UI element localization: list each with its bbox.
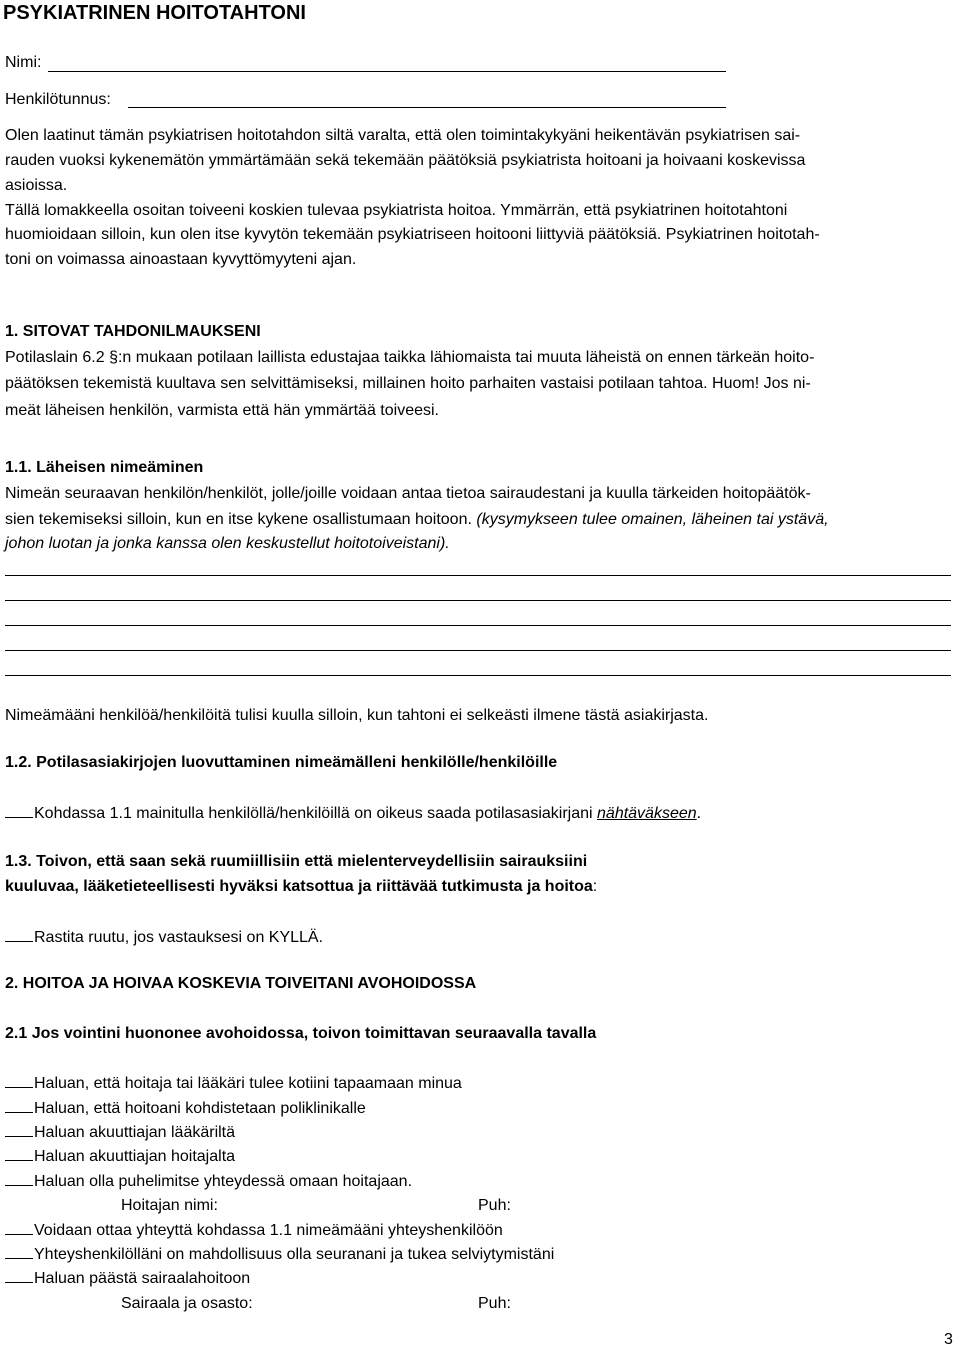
check-blank[interactable] — [5, 803, 33, 818]
id-label: Henkilötunnus: — [5, 91, 111, 108]
name-label: Nimi: — [5, 54, 42, 71]
hospital-phone-label: Puh: — [478, 1295, 511, 1312]
name-field-line[interactable] — [48, 71, 726, 72]
section-1-1-line-3: johon luotan ja jonka kanssa olen keskustellut hoitotoiveistani). — [5, 535, 450, 552]
section-1-3-heading-2 — [5, 877, 597, 897]
section-2-1-item — [5, 1146, 235, 1167]
intro-line-3: asioissa. — [5, 177, 68, 194]
check-blank[interactable] — [5, 1146, 33, 1161]
section-1-1-line-2-italic: (kysymykseen tulee omainen, läheinen tai ystävä, — [476, 511, 829, 528]
check-blank[interactable] — [5, 1220, 33, 1235]
section-1-3-item — [5, 927, 323, 948]
id-field-line[interactable] — [128, 107, 726, 108]
contact-line-1[interactable] — [5, 575, 951, 576]
intro-line-1: Olen laatinut tämän psykiatrisen hoitotahdon siltä varalta, että olen toimintakykyäni heikentävän psykiatrisen sai- — [5, 127, 801, 144]
section-2-1-item-text: Haluan, että hoitaja tai lääkäri tulee kotiini tapaamaan minua — [34, 1075, 462, 1092]
section-1-2-item-underlined: nähtäväkseen — [597, 805, 697, 822]
intro-line-4: Tällä lomakkeella osoitan toiveeni koskien tulevaa psykiatrista hoitoa. Ymmärrän, että psykiatrinen hoitotahtoni — [5, 202, 788, 219]
section-2-1-item-text: Haluan päästä sairaalahoitoon — [34, 1270, 251, 1287]
section-1-1-line-1: Nimeän seuraavan henkilön/henkilöt, jolle/joille voidaan antaa tietoa sairaudestani ja kuulla tärkeiden hoitopäätök- — [5, 485, 811, 502]
section-2-1-item — [5, 1220, 503, 1241]
section-2-1-item — [5, 1244, 554, 1265]
nurse-name-label: Hoitajan nimi: — [121, 1197, 218, 1214]
check-blank[interactable] — [5, 1073, 33, 1088]
section-1-1-line-2 — [5, 510, 829, 530]
section-1-3-heading-2-end: : — [592, 878, 598, 895]
section-1-2-item-text: Kohdassa 1.1 mainitulla henkilöllä/henkilöillä on oikeus saada potilasasiakirjani — [34, 805, 598, 822]
section-2-1-item-text: Haluan olla puhelimitse yhteydessä omaan hoitajaan. — [34, 1173, 413, 1190]
section-2-1-item — [5, 1122, 235, 1143]
hospital-label: Sairaala ja osasto: — [121, 1295, 253, 1312]
intro-line-2: rauden vuoksi kykenemätön ymmärtämään sekä tekemään päätöksiä psykiatrista hoitoani ja hoivaani koskevissa — [5, 152, 806, 169]
section-1-3-item-text: Rastita ruutu, jos vastauksesi on KYLLÄ. — [34, 929, 324, 946]
section-1-2-item — [5, 803, 701, 824]
section-1-line-1: Potilaslain 6.2 §:n mukaan potilaan laillista edustajaa taikka lähiomaista tai muuta läheistä on ennen tärkeän hoito- — [5, 349, 815, 366]
nurse-phone-label: Puh: — [478, 1197, 511, 1214]
section-2-1-item — [5, 1268, 250, 1289]
section-2-heading: 2. HOITOA JA HOIVAA KOSKEVIA TOIVEITANI AVOHOIDOSSA — [5, 975, 477, 992]
section-1-line-2: päätöksen tekemistä kuultava sen selvittämiseksi, millainen hoito parhaiten vastaisi potilaan tahtoa. Huom! Jos ni- — [5, 375, 811, 392]
page-title: PSYKIATRINEN HOITOTAHTONI — [3, 2, 306, 24]
section-1-2-heading: 1.2. Potilasasiakirjojen luovuttaminen nimeämälleni henkilölle/henkilöille — [5, 754, 558, 771]
check-blank[interactable] — [5, 1171, 33, 1186]
section-1-2-item-end: . — [696, 805, 702, 822]
section-1-1-line-2-normal: sien tekemiseksi silloin, kun en itse kykene osallistumaan hoitoon. — [5, 511, 477, 528]
section-1-3-heading-1: 1.3. Toivon, että saan sekä ruumiillisiin että mielenterveydellisiin sairauksiini — [5, 853, 588, 870]
check-blank[interactable] — [5, 1268, 33, 1283]
section-2-1-item-text: Yhteyshenkilölläni on mahdollisuus olla seuranani ja tukea selviytymistäni — [34, 1246, 555, 1263]
intro-line-6: toni on voimassa ainoastaan kyvyttömyyteni ajan. — [5, 251, 357, 268]
section-2-1-item — [5, 1073, 462, 1094]
section-2-1-item-text: Haluan akuuttiajan lääkäriltä — [34, 1124, 236, 1141]
check-blank[interactable] — [5, 927, 33, 942]
section-2-1-item-text: Haluan, että hoitoani kohdistetaan poliklinikalle — [34, 1100, 366, 1117]
contact-line-3[interactable] — [5, 625, 951, 626]
contact-line-2[interactable] — [5, 600, 951, 601]
check-blank[interactable] — [5, 1098, 33, 1113]
section-1-1-footer: Nimeämääni henkilöä/henkilöitä tulisi kuulla silloin, kun tahtoni ei selkeästi ilmene tästä asiakirjasta. — [5, 707, 709, 724]
section-2-1-item-text: Voidaan ottaa yhteyttä kohdassa 1.1 nimeämääni yhteyshenkilöön — [34, 1222, 503, 1239]
section-1-1-heading: 1.1. Läheisen nimeäminen — [5, 459, 204, 476]
section-2-1-item — [5, 1171, 412, 1192]
page-number: 3 — [944, 1331, 953, 1348]
check-blank[interactable] — [5, 1244, 33, 1259]
check-blank[interactable] — [5, 1122, 33, 1137]
section-2-1-item — [5, 1098, 366, 1119]
section-2-1-item-text: Haluan akuuttiajan hoitajalta — [34, 1148, 236, 1165]
contact-line-5[interactable] — [5, 675, 951, 676]
section-1-heading: 1. SITOVAT TAHDONILMAUKSENI — [5, 323, 261, 340]
intro-line-5: huomioidaan silloin, kun olen itse kyvytön tekemään psykiatriseen hoitooni liittyviä päätöksiä. Psykiatrinen hoitotah- — [5, 226, 820, 243]
section-2-1-heading: 2.1 Jos vointini huononee avohoidossa, toivon toimittavan seuraavalla tavalla — [5, 1025, 597, 1042]
contact-line-4[interactable] — [5, 650, 951, 651]
section-1-3-heading-2-text: kuuluvaa, lääketieteellisesti hyväksi katsottua ja riittävää tutkimusta ja hoitoa — [5, 878, 593, 895]
section-1-line-3: meät läheisen henkilön, varmista että hän ymmärtää toiveesi. — [5, 402, 439, 419]
